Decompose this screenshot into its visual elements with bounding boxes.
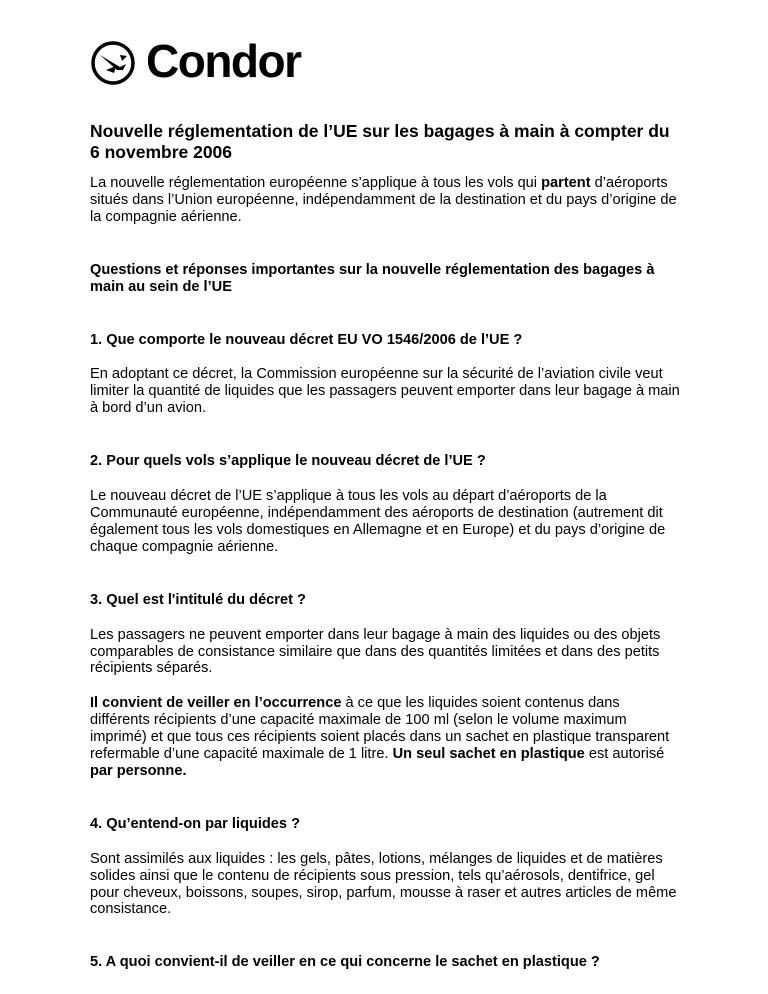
question-2: 2. Pour quels vols s’applique le nouveau décret de l’UE ? bbox=[90, 453, 486, 470]
answer-4: Sont assimilés aux liquides : les gels, pâtes, lotions, mélanges de liquides et de matières solides ainsi que le contenu de récipients sous pression, tels qu’aérosols, dentifrice, gel pour cheveux, boissons, soupes, sirop, parfum, mousse à raser et autres articles de même consistance. bbox=[90, 850, 677, 918]
intro-bold: partent bbox=[541, 175, 591, 191]
question-4: 4. Qu’entend-on par liquides ? bbox=[90, 815, 300, 832]
brand-logo bbox=[90, 35, 301, 87]
answer-3-rules: Il convient de veiller en l’occurrence à ce que les liquides soient contenus dans différents récipients d’une capacité maximale de 100 ml (selon le volume maximum imprimé) et que tous ces récipients soient placés dans un sachet en plastique transparent refermable d’une capacité maximale de 1 litre. Un seul sachet en plastique est autorisé par personne. bbox=[90, 695, 670, 779]
answer-2: Le nouveau décret de l’UE s’applique à tous les vols au départ d’aéroports de la Communauté européenne, indépendamment des aéroports de destination (autrement dit également tous les vols domestiques en Allemagne et en Europe) et du pays d’origine de chaque compagnie aérienne. bbox=[90, 488, 666, 555]
question-5: 5. A quoi convient-il de veiller en ce qui concerne le sachet en plastique ? bbox=[90, 954, 600, 971]
answer-3: Les passagers ne peuvent emporter dans leur bagage à main des liquides ou des objets comparables de consistance similaire que dans des quantités limitées et dans des petits récipients séparés. bbox=[90, 626, 661, 677]
qa-heading: Questions et réponses importantes sur la nouvelle réglementation des bagages à main au sein de l’UE bbox=[90, 261, 655, 295]
document-body bbox=[90, 121, 680, 989]
page-title: Nouvelle réglementation de l’UE sur les bagages à main à compter du 6 novembre 2006 bbox=[90, 121, 670, 162]
brand-name: Condor bbox=[146, 35, 301, 87]
answer-1: En adoptant ce décret, la Commission européenne sur la sécurité de l’aviation civile veut limiter la quantité de liquides que les passagers peuvent emporter dans leur bagage à main à bord d’un avion. bbox=[90, 366, 680, 417]
intro-paragraph: La nouvelle réglementation européenne s’applique à tous les vols qui partent d’aéroports situés dans l’Union européenne, indépendamment de la destination et du pays d’origine de la compagnie aérienne. bbox=[90, 175, 677, 225]
question-1: 1. Que comporte le nouveau décret EU VO 1546/2006 de l’UE ? bbox=[90, 331, 523, 348]
condor-bird-logo-icon bbox=[90, 40, 136, 86]
question-3: 3. Quel est l'intitulé du décret ? bbox=[90, 591, 306, 608]
